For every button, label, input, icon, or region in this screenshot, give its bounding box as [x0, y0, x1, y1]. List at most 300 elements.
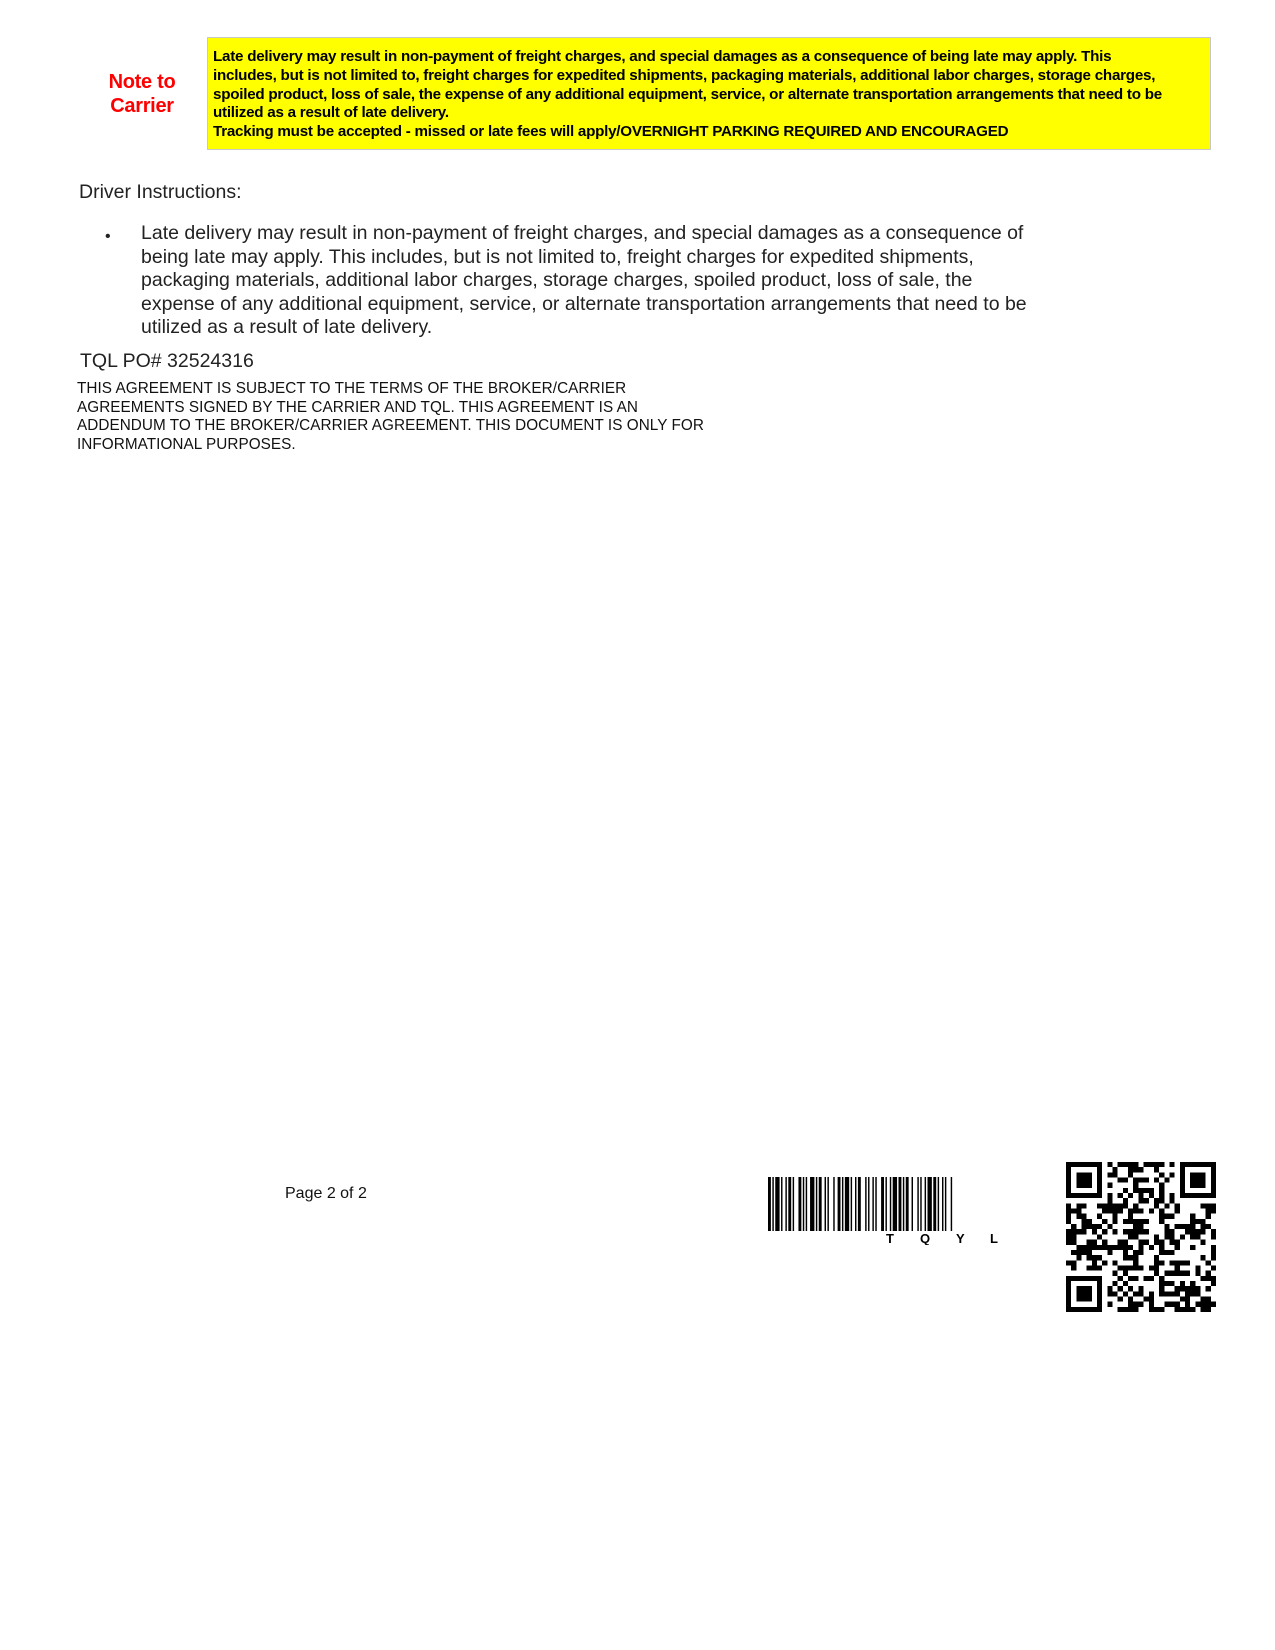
qr-data-module — [1195, 1271, 1200, 1276]
qr-finder-module — [1097, 1291, 1102, 1296]
qr-finder-module — [1066, 1167, 1071, 1172]
qr-data-module — [1123, 1229, 1128, 1234]
qr-data-module — [1071, 1229, 1076, 1234]
driver-instructions-heading: Driver Instructions: — [79, 181, 242, 203]
qr-data-module — [1211, 1255, 1216, 1260]
qr-finder-module — [1082, 1172, 1087, 1177]
qr-data-module — [1175, 1302, 1180, 1307]
qr-data-module — [1123, 1255, 1128, 1260]
qr-data-module — [1159, 1188, 1164, 1193]
qr-data-module — [1102, 1260, 1107, 1265]
barcode-bar — [942, 1177, 943, 1231]
qr-data-module — [1169, 1172, 1174, 1177]
qr-finder-module — [1180, 1178, 1185, 1183]
barcode-bar — [899, 1177, 902, 1231]
qr-data-module — [1159, 1162, 1164, 1167]
qr-data-module — [1190, 1286, 1195, 1291]
qr-data-module — [1211, 1229, 1216, 1234]
qr-finder-module — [1097, 1167, 1102, 1172]
qr-data-module — [1185, 1271, 1190, 1276]
qr-data-module — [1087, 1240, 1092, 1245]
barcode-bar — [928, 1177, 932, 1231]
qr-data-module — [1169, 1250, 1174, 1255]
qr-data-module — [1118, 1265, 1123, 1270]
instruction-line: utilized as a result of late delivery. — [141, 316, 433, 339]
qr-data-module — [1128, 1229, 1133, 1234]
qr-data-module — [1180, 1234, 1185, 1239]
qr-data-module — [1149, 1276, 1154, 1281]
qr-finder-module — [1076, 1307, 1081, 1312]
qr-finder-module — [1200, 1193, 1205, 1198]
barcode-bar — [868, 1177, 869, 1231]
qr-finder-module — [1087, 1307, 1092, 1312]
qr-data-module — [1123, 1219, 1128, 1224]
qr-data-module — [1071, 1209, 1076, 1214]
qr-data-module — [1087, 1224, 1092, 1229]
barcode-bar — [881, 1177, 884, 1231]
qr-data-module — [1169, 1281, 1174, 1286]
qr-data-module — [1113, 1291, 1118, 1296]
instruction-line: expense of any additional equipment, service, or alternate transportation arrangements that need to be — [141, 292, 1027, 315]
qr-data-module — [1133, 1162, 1138, 1167]
qr-data-module — [1154, 1203, 1159, 1208]
qr-data-module — [1092, 1245, 1097, 1250]
qr-finder-module — [1211, 1183, 1216, 1188]
qr-data-module — [1206, 1209, 1211, 1214]
qr-data-module — [1133, 1234, 1138, 1239]
qr-finder-module — [1097, 1172, 1102, 1177]
qr-data-module — [1138, 1265, 1143, 1270]
qr-finder-module — [1180, 1167, 1185, 1172]
qr-finder-module — [1190, 1183, 1195, 1188]
qr-data-module — [1169, 1260, 1174, 1265]
qr-data-module — [1138, 1240, 1143, 1245]
qr-timing-module — [1138, 1193, 1143, 1198]
barcode-bar — [938, 1177, 939, 1231]
qr-data-module — [1200, 1296, 1205, 1301]
qr-timing-module — [1128, 1193, 1133, 1198]
barcode-bar — [851, 1177, 852, 1231]
qr-data-module — [1175, 1286, 1180, 1291]
qr-data-module — [1154, 1271, 1159, 1276]
barcode-bar — [842, 1177, 843, 1231]
qr-data-module — [1076, 1245, 1081, 1250]
qr-data-module — [1164, 1291, 1169, 1296]
qr-finder-module — [1190, 1162, 1195, 1167]
qr-data-module — [1190, 1214, 1195, 1219]
qr-finder-module — [1071, 1162, 1076, 1167]
qr-data-module — [1133, 1209, 1138, 1214]
qr-data-module — [1107, 1286, 1112, 1291]
qr-data-module — [1128, 1234, 1133, 1239]
qr-finder-module — [1092, 1276, 1097, 1281]
barcode-bar — [827, 1177, 828, 1231]
qr-data-module — [1154, 1255, 1159, 1260]
qr-data-module — [1123, 1245, 1128, 1250]
qr-data-module — [1066, 1203, 1071, 1208]
qr-data-module — [1144, 1240, 1149, 1245]
qr-timing-module — [1097, 1214, 1102, 1219]
qr-data-module — [1123, 1188, 1128, 1193]
qr-data-module — [1211, 1245, 1216, 1250]
qr-finder-module — [1211, 1172, 1216, 1177]
note-to-carrier-label — [96, 70, 188, 118]
qr-data-module — [1164, 1229, 1169, 1234]
qr-data-module — [1128, 1276, 1133, 1281]
qr-data-module — [1169, 1291, 1174, 1296]
qr-data-module — [1206, 1302, 1211, 1307]
qr-finder-module — [1097, 1281, 1102, 1286]
qr-data-module — [1087, 1250, 1092, 1255]
qr-data-module — [1175, 1307, 1180, 1312]
qr-finder-module — [1066, 1302, 1071, 1307]
qr-data-module — [1169, 1214, 1174, 1219]
qr-data-module — [1164, 1302, 1169, 1307]
qr-data-module — [1144, 1188, 1149, 1193]
qr-finder-module — [1082, 1296, 1087, 1301]
barcode-bar — [933, 1177, 936, 1231]
qr-data-module — [1175, 1209, 1180, 1214]
qr-timing-module — [1107, 1193, 1112, 1198]
qr-data-module — [1185, 1286, 1190, 1291]
qr-data-module — [1071, 1250, 1076, 1255]
qr-data-module — [1123, 1291, 1128, 1296]
qr-data-module — [1180, 1224, 1185, 1229]
qr-data-module — [1164, 1271, 1169, 1276]
qr-finder-module — [1211, 1167, 1216, 1172]
qr-data-module — [1190, 1245, 1195, 1250]
qr-data-module — [1133, 1224, 1138, 1229]
qr-finder-module — [1211, 1162, 1216, 1167]
qr-data-module — [1164, 1178, 1169, 1183]
barcode-char: L — [990, 1231, 998, 1245]
qr-data-module — [1190, 1281, 1195, 1286]
qr-data-module — [1144, 1229, 1149, 1234]
qr-data-module — [1185, 1302, 1190, 1307]
barcode-bar — [906, 1177, 909, 1231]
qr-finder-module — [1076, 1178, 1081, 1183]
instruction-line: Late delivery may result in non-payment of freight charges, and special damages as a consequence of — [141, 222, 1024, 244]
qr-finder-module — [1066, 1178, 1071, 1183]
page-number: Page 2 of 2 — [285, 1185, 367, 1202]
qr-data-module — [1118, 1209, 1123, 1214]
barcode-bar — [855, 1177, 856, 1231]
qr-data-module — [1133, 1255, 1138, 1260]
qr-finder-module — [1087, 1286, 1092, 1291]
qr-data-module — [1159, 1245, 1164, 1250]
qr-finder-module — [1180, 1188, 1185, 1193]
qr-data-module — [1066, 1209, 1071, 1214]
qr-data-module — [1082, 1224, 1087, 1229]
qr-data-module — [1123, 1162, 1128, 1167]
qr-data-module — [1133, 1183, 1138, 1188]
qr-data-module — [1133, 1167, 1138, 1172]
qr-data-module — [1138, 1219, 1143, 1224]
qr-finder-module — [1087, 1183, 1092, 1188]
barcode-bar — [872, 1177, 873, 1231]
qr-data-module — [1133, 1178, 1138, 1183]
qr-data-module — [1066, 1219, 1071, 1224]
qr-data-module — [1128, 1214, 1133, 1219]
qr-finder-module — [1200, 1178, 1205, 1183]
qr-finder-module — [1082, 1162, 1087, 1167]
qr-data-module — [1092, 1260, 1097, 1265]
qr-finder-module — [1066, 1281, 1071, 1286]
qr-finder-module — [1190, 1178, 1195, 1183]
qr-finder-module — [1071, 1193, 1076, 1198]
qr-timing-module — [1118, 1193, 1123, 1198]
qr-data-module — [1071, 1224, 1076, 1229]
qr-data-module — [1159, 1276, 1164, 1281]
qr-data-module — [1175, 1203, 1180, 1208]
qr-data-module — [1076, 1203, 1081, 1208]
qr-data-module — [1185, 1307, 1190, 1312]
qr-finder-module — [1195, 1162, 1200, 1167]
qr-data-module — [1211, 1234, 1216, 1239]
qr-finder-module — [1200, 1183, 1205, 1188]
qr-data-module — [1087, 1245, 1092, 1250]
agreement-line: ADDENDUM TO THE BROKER/CARRIER AGREEMENT. THIS DOCUMENT IS ONLY FOR — [77, 417, 704, 435]
qr-data-module — [1154, 1178, 1159, 1183]
driver-instruction-item — [141, 222, 1087, 340]
qr-finder-module — [1087, 1296, 1092, 1301]
qr-finder-module — [1195, 1183, 1200, 1188]
qr-data-module — [1107, 1162, 1112, 1167]
qr-data-module — [1195, 1265, 1200, 1270]
qr-finder-module — [1180, 1162, 1185, 1167]
qr-finder-module — [1097, 1286, 1102, 1291]
qr-timing-module — [1097, 1224, 1102, 1229]
barcode-bar — [858, 1177, 861, 1231]
barcode-bar — [845, 1177, 849, 1231]
qr-finder-module — [1097, 1302, 1102, 1307]
barcode-bar — [772, 1177, 773, 1231]
qr-data-module — [1154, 1265, 1159, 1270]
qr-data-module — [1113, 1271, 1118, 1276]
barcode-bar — [825, 1177, 826, 1231]
barcode-bars — [768, 1177, 952, 1231]
qr-data-module — [1071, 1240, 1076, 1245]
qr-finder-module — [1066, 1286, 1071, 1291]
qr-data-module — [1206, 1276, 1211, 1281]
qr-data-module — [1159, 1219, 1164, 1224]
qr-data-module — [1154, 1234, 1159, 1239]
qr-data-module — [1149, 1245, 1154, 1250]
qr-data-module — [1107, 1250, 1112, 1255]
qr-timing-module — [1169, 1193, 1174, 1198]
qr-data-module — [1211, 1250, 1216, 1255]
qr-finder-module — [1087, 1162, 1092, 1167]
qr-data-module — [1071, 1260, 1076, 1265]
instruction-line: being late may apply. This includes, but is not limited to, freight charges for expedited shipments, — [141, 245, 974, 268]
qr-data-module — [1180, 1260, 1185, 1265]
qr-data-module — [1092, 1229, 1097, 1234]
qr-data-module — [1113, 1209, 1118, 1214]
qr-data-module — [1159, 1291, 1164, 1296]
qr-data-module — [1195, 1291, 1200, 1296]
qr-data-module — [1164, 1224, 1169, 1229]
barcode-bar — [945, 1177, 946, 1231]
qr-data-module — [1123, 1240, 1128, 1245]
qr-data-module — [1107, 1291, 1112, 1296]
qr-data-module — [1133, 1203, 1138, 1208]
qr-data-module — [1102, 1229, 1107, 1234]
qr-data-module — [1180, 1271, 1185, 1276]
qr-data-module — [1102, 1219, 1107, 1224]
qr-data-module — [1128, 1167, 1133, 1172]
qr-data-module — [1169, 1240, 1174, 1245]
qr-data-module — [1123, 1281, 1128, 1286]
qr-data-module — [1128, 1255, 1133, 1260]
qr-data-module — [1206, 1203, 1211, 1208]
bullet-icon: • — [105, 228, 111, 245]
qr-data-module — [1159, 1286, 1164, 1291]
qr-data-module — [1211, 1281, 1216, 1286]
barcode-bar — [819, 1177, 822, 1231]
qr-data-module — [1128, 1302, 1133, 1307]
qr-data-module — [1149, 1265, 1154, 1270]
qr-data-module — [1149, 1296, 1154, 1301]
barcode-bar — [788, 1177, 791, 1231]
qr-finder-module — [1097, 1183, 1102, 1188]
qr-data-module — [1076, 1255, 1081, 1260]
qr-data-module — [1133, 1250, 1138, 1255]
qr-data-module — [1169, 1271, 1174, 1276]
qr-data-module — [1128, 1307, 1133, 1312]
qr-data-module — [1138, 1250, 1143, 1255]
qr-finder-module — [1180, 1193, 1185, 1198]
qr-data-module — [1102, 1203, 1107, 1208]
qr-finder-module — [1200, 1172, 1205, 1177]
qr-data-module — [1149, 1209, 1154, 1214]
qr-data-module — [1133, 1219, 1138, 1224]
qr-data-module — [1169, 1302, 1174, 1307]
qr-data-module — [1175, 1260, 1180, 1265]
qr-data-module — [1092, 1255, 1097, 1260]
qr-data-module — [1169, 1162, 1174, 1167]
qr-data-module — [1159, 1250, 1164, 1255]
qr-data-module — [1118, 1276, 1123, 1281]
qr-data-module — [1138, 1224, 1143, 1229]
qr-data-module — [1195, 1219, 1200, 1224]
qr-data-module — [1102, 1240, 1107, 1245]
note-label-line: Note to — [108, 71, 176, 93]
qr-finder-module — [1092, 1307, 1097, 1312]
qr-data-module — [1113, 1167, 1118, 1172]
qr-data-module — [1185, 1296, 1190, 1301]
qr-data-module — [1164, 1203, 1169, 1208]
qr-timing-module — [1097, 1245, 1102, 1250]
qr-finder-module — [1066, 1183, 1071, 1188]
qr-finder-module — [1087, 1276, 1092, 1281]
qr-data-module — [1128, 1245, 1133, 1250]
barcode-bar — [785, 1177, 786, 1231]
barcode-bar — [925, 1177, 926, 1231]
qr-data-module — [1118, 1178, 1123, 1183]
barcode-bar — [912, 1177, 913, 1231]
qr-timing-module — [1159, 1193, 1164, 1198]
qr-data-module — [1195, 1286, 1200, 1291]
qr-data-module — [1118, 1245, 1123, 1250]
qr-finder-module — [1076, 1183, 1081, 1188]
tracking-requirement: Tracking must be accepted - missed or late fees will apply/OVERNIGHT PARKING REQUIRED AND ENCOURAGED — [213, 123, 1009, 141]
qr-data-module — [1133, 1291, 1138, 1296]
qr-data-module — [1118, 1162, 1123, 1167]
qr-data-module — [1159, 1183, 1164, 1188]
qr-data-module — [1185, 1260, 1190, 1265]
instruction-line: packaging materials, additional labor charges, storage charges, spoiled product, loss of sale, the — [141, 269, 973, 292]
qr-data-module — [1190, 1229, 1195, 1234]
qr-data-module — [1133, 1307, 1138, 1312]
qr-data-module — [1123, 1307, 1128, 1312]
barcode-bar — [865, 1177, 866, 1231]
qr-data-module — [1206, 1286, 1211, 1291]
barcode-bar — [885, 1177, 886, 1231]
qr-finder-module — [1076, 1276, 1081, 1281]
barcode-bar — [920, 1177, 921, 1231]
qr-finder-module — [1076, 1296, 1081, 1301]
qr-data-module — [1159, 1260, 1164, 1265]
qr-finder-module — [1190, 1193, 1195, 1198]
qr-data-module — [1066, 1229, 1071, 1234]
barcode — [768, 1177, 1053, 1245]
qr-data-module — [1082, 1245, 1087, 1250]
qr-data-module — [1107, 1198, 1112, 1203]
qr-finder-module — [1066, 1276, 1071, 1281]
qr-data-module — [1164, 1250, 1169, 1255]
qr-finder-module — [1211, 1178, 1216, 1183]
qr-finder-module — [1082, 1286, 1087, 1291]
qr-data-module — [1128, 1162, 1133, 1167]
qr-data-module — [1200, 1240, 1205, 1245]
qr-data-module — [1159, 1172, 1164, 1177]
qr-finder-module — [1076, 1291, 1081, 1296]
qr-data-module — [1159, 1240, 1164, 1245]
qr-data-module — [1076, 1214, 1081, 1219]
barcode-bar — [903, 1177, 904, 1231]
qr-finder-module — [1185, 1162, 1190, 1167]
qr-finder-module — [1082, 1276, 1087, 1281]
qr-data-module — [1076, 1229, 1081, 1234]
qr-data-module — [1206, 1260, 1211, 1265]
qr-finder-module — [1200, 1162, 1205, 1167]
qr-finder-module — [1082, 1183, 1087, 1188]
barcode-bar — [793, 1177, 794, 1231]
qr-data-module — [1092, 1265, 1097, 1270]
qr-finder-module — [1082, 1307, 1087, 1312]
qr-data-module — [1169, 1198, 1174, 1203]
qr-data-module — [1144, 1296, 1149, 1301]
qr-finder-module — [1185, 1193, 1190, 1198]
qr-finder-module — [1180, 1172, 1185, 1177]
qr-data-module — [1133, 1276, 1138, 1281]
qr-finder-module — [1206, 1162, 1211, 1167]
qr-data-module — [1138, 1209, 1143, 1214]
barcode-bar — [803, 1177, 804, 1231]
barcode-bar — [917, 1177, 918, 1231]
note-text-line: includes, but is not limited to, freight charges for expedited shipments, packaging materials, additional labor charges, storage charges, — [213, 66, 1156, 84]
qr-finder-module — [1087, 1172, 1092, 1177]
qr-data-module — [1180, 1281, 1185, 1286]
qr-data-module — [1138, 1286, 1143, 1291]
qr-data-module — [1066, 1234, 1071, 1239]
qr-data-module — [1113, 1245, 1118, 1250]
qr-data-module — [1138, 1302, 1143, 1307]
qr-data-module — [1200, 1229, 1205, 1234]
qr-data-module — [1107, 1209, 1112, 1214]
qr-data-module — [1133, 1260, 1138, 1265]
qr-finder-module — [1082, 1178, 1087, 1183]
